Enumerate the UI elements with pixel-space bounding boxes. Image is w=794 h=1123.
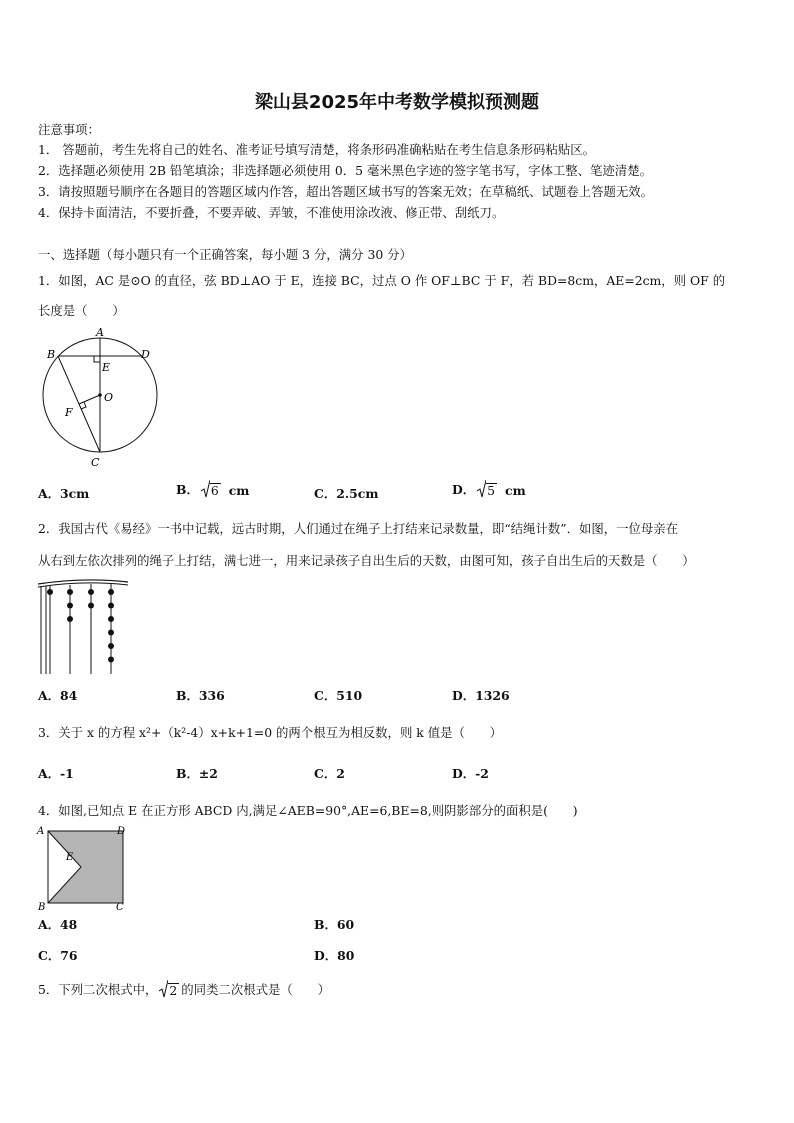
circle-figure <box>36 322 166 472</box>
q4-option-a[interactable]: A．48 <box>38 917 78 932</box>
label-a: A <box>96 326 104 339</box>
question-5-prefix: 5．下列二次根式中， <box>38 982 158 997</box>
unit: cm <box>505 483 526 498</box>
q2-option-c[interactable]: C．510 <box>314 688 363 703</box>
sqrt-icon <box>477 480 497 498</box>
section-heading: 一、选择题（每小题只有一个正确答案，每小题 3 分，满分 30 分） <box>38 247 412 262</box>
q3-option-c[interactable]: C．2 <box>314 766 345 781</box>
label-c: C <box>116 902 124 913</box>
q3-option-b[interactable]: B．±2 <box>176 766 218 781</box>
question-3-text: 3．关于 x 的方程 x²+（k²-4）x+k+1=0 的两个根互为相反数，则 k 值是（ ） <box>38 725 503 740</box>
q3-option-a[interactable]: A．-1 <box>38 766 74 781</box>
knot-rope-figure <box>36 576 132 676</box>
q1-option-d[interactable] <box>452 480 526 498</box>
label-f: F <box>65 406 73 419</box>
knot <box>108 603 114 609</box>
label-b: B <box>47 348 56 361</box>
question-2-text: 2．我国古代《易经》一书中记载，远古时期，人们通过在绳子上打结来记录数量，即“结绳计数”．如图，一位母亲在 <box>38 521 679 536</box>
question-2-text-cont: 从右到左依次排列的绳子上打结，满七进一，用来记录孩子自出生后的天数，由图可知，孩子自出生后的天数是（ ） <box>38 553 695 568</box>
q1-option-c[interactable]: C．2.5cm <box>314 486 379 501</box>
question-5-text <box>38 980 330 998</box>
radicand: 5 <box>487 483 496 498</box>
knot <box>47 589 53 595</box>
label-e: E <box>66 852 74 863</box>
knot <box>67 603 73 609</box>
notice-heading: 注意事项： <box>38 122 100 137</box>
question-4-text: 4．如图,已知点 E 在正方形 ABCD 内,满足∠AEB=90°,AE=6,BE=8,则阴影部分的面积是( ) <box>38 803 578 818</box>
option-label: D． <box>452 482 476 497</box>
notice-item: 2．选择题必须使用 2B 铅笔填涂；非选择题必须使用 0．5 毫米黑色字迹的签字笔书写，字体工整、笔迹清楚。 <box>38 163 652 178</box>
knot <box>108 657 114 663</box>
knot <box>88 603 94 609</box>
radicand: 6 <box>210 483 219 498</box>
sqrt-icon <box>159 980 179 998</box>
question-1-text-cont: 长度是（ ） <box>38 303 125 318</box>
question-5-suffix: 的同类二次根式是（ ） <box>181 982 330 997</box>
radicand: 2 <box>169 983 178 998</box>
knot <box>108 589 114 595</box>
notice-item: 3．请按照题号顺序在各题目的答题区域内作答，超出答题区域书写的答案无效；在草稿纸、试题卷上答题无效。 <box>38 184 654 199</box>
knot <box>108 643 114 649</box>
q1-option-b[interactable] <box>176 480 249 498</box>
q1-option-a[interactable]: A．3cm <box>38 486 90 501</box>
q4-option-c[interactable]: C．76 <box>38 948 78 963</box>
label-b: B <box>38 902 46 913</box>
knot <box>108 630 114 636</box>
label-e: E <box>102 361 111 374</box>
knot <box>88 589 94 595</box>
notice-item: 4．保持卡面清洁，不要折叠，不要弄破、弄皱，不准使用涂改液、修正带、刮纸刀。 <box>38 205 505 220</box>
square-figure <box>34 822 134 914</box>
q3-option-d[interactable]: D．-2 <box>452 766 489 781</box>
q2-option-a[interactable]: A．84 <box>38 688 78 703</box>
q4-option-b[interactable]: B．60 <box>314 917 355 932</box>
label-d: D <box>141 348 150 361</box>
knot <box>108 616 114 622</box>
q4-option-d[interactable]: D．80 <box>314 948 355 963</box>
page-title: 梁山县2025年中考数学模拟预测题 <box>254 92 540 113</box>
option-label: B． <box>176 482 199 497</box>
notice-item: 1． 答题前，考生先将自己的姓名、准考证号填写清楚，将条形码准确粘贴在考生信息条形码粘贴区。 <box>38 142 596 157</box>
question-1-text: 1．如图，AC 是⊙O 的直径，弦 BD⊥AO 于 E，连接 BC，过点 O 作 OF⊥BC 于 F，若 BD=8cm，AE=2cm，则 OF 的 <box>38 273 726 288</box>
label-c: C <box>91 456 100 469</box>
unit: cm <box>228 483 250 498</box>
label-d: D <box>117 826 126 837</box>
knot <box>67 616 73 622</box>
label-o: O <box>104 391 114 404</box>
label-a: A <box>37 826 45 837</box>
q2-option-d[interactable]: D．1326 <box>452 688 510 703</box>
knot <box>67 589 73 595</box>
sqrt-icon <box>201 480 221 498</box>
q2-option-b[interactable]: B．336 <box>176 688 225 703</box>
